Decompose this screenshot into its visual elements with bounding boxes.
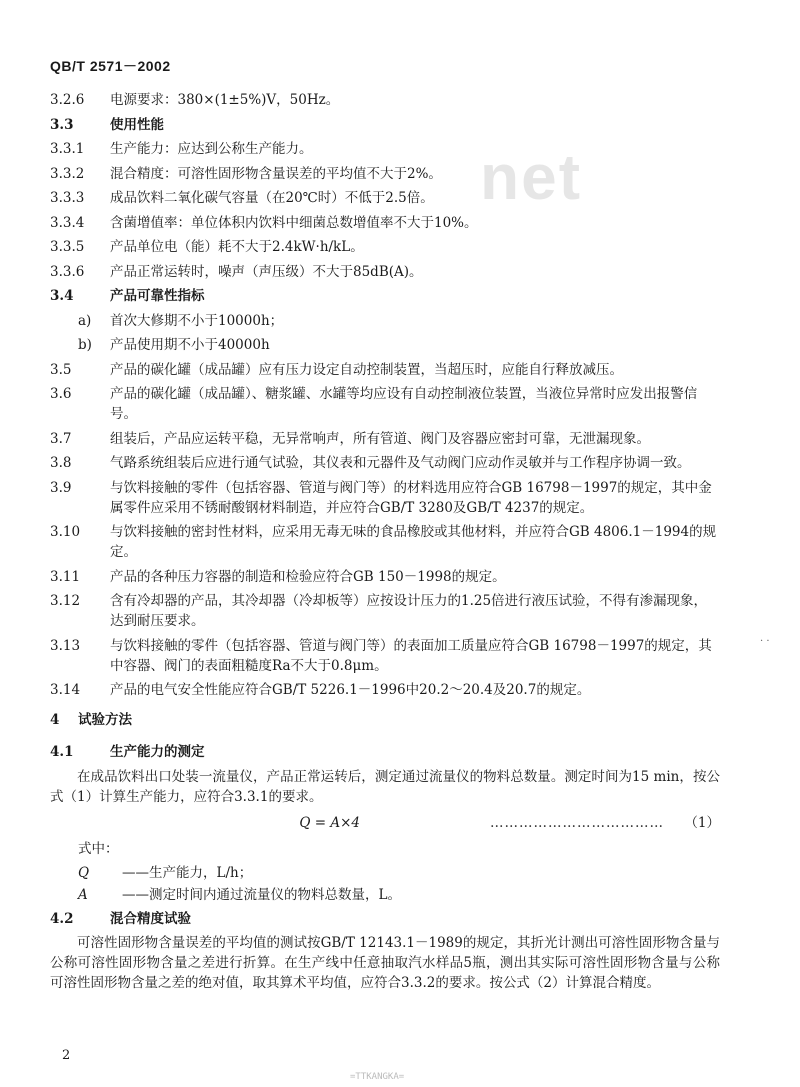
clause-item <box>50 139 720 159</box>
clause-title: 混合精度试验 <box>110 910 191 927</box>
clause-4-1-heading <box>50 742 720 762</box>
clauses-list <box>50 360 720 701</box>
clause-number: 3.3.2 <box>50 165 85 182</box>
clause-text: 产品的各种压力容器的制造和检验应符合GB 150－1998的规定。 <box>110 568 506 585</box>
clause-text: 含有冷却器的产品，其冷却器（冷却板等）应按设计压力的1.25倍进行液压试验，不得有渗漏现象，达到耐压要求。 <box>110 593 708 629</box>
variable-row <box>78 885 720 905</box>
clause-item <box>50 384 720 424</box>
clause-number: 3.6 <box>50 386 72 402</box>
clause-number: 3.11 <box>50 568 81 585</box>
list-text: 首次大修期不小于10000h； <box>110 312 284 329</box>
footer-mark: =TTKANGKA= <box>350 1072 405 1082</box>
clause-number: 3.14 <box>50 682 81 698</box>
clause-item <box>50 591 720 631</box>
clause-text: 产品可靠性指标 <box>110 288 205 304</box>
clause-number: 4.1 <box>50 744 74 760</box>
clause-4-2-heading <box>50 909 720 929</box>
where-label: 式中： <box>78 840 119 857</box>
standard-number: QB/T 2571－2002 <box>50 58 171 74</box>
clause-item <box>50 636 720 676</box>
list-label: a) <box>78 312 92 329</box>
clause-number: 3.3.3 <box>50 190 85 206</box>
clause-number: 3.2.6 <box>50 92 85 108</box>
clause-item <box>50 453 720 473</box>
clause-item <box>50 164 720 184</box>
equation-number: （1） <box>684 814 720 831</box>
formula-1 <box>50 813 720 833</box>
list-item <box>78 311 720 331</box>
clause-number: 3.12 <box>50 593 81 609</box>
clause-number: 3.5 <box>50 361 72 378</box>
clause-text: 含菌增值率：单位体积内饮料中细菌总数增值率不大于10%。 <box>110 214 478 231</box>
clause-text: 产品的电气安全性能应符合GB/T 5226.1－1996中20.2～20.4及20.7的规定。 <box>110 682 591 698</box>
formula-expression: Q = A×4 <box>299 814 360 831</box>
clause-item <box>50 429 720 449</box>
requirements-list <box>50 90 720 306</box>
clause-item <box>50 360 720 380</box>
scan-artifact: · · <box>760 636 770 647</box>
section-4-heading <box>50 710 720 730</box>
clause-text: 气路系统组装后应进行通气试验，其仪表和元器件及气动阀门应动作灵敏并与工作程序协调一致。 <box>110 455 691 471</box>
clause-item <box>50 478 720 518</box>
variable-symbol: A <box>78 886 88 903</box>
clause-text: 与饮料接触的零件（包括容器、管道与阀门等）的表面加工质量应符合GB 16798－1997的规定，其中容器、阀门的表面粗糙度Ra不大于0.8μm。 <box>110 637 712 674</box>
watermark: net <box>480 141 582 213</box>
clause-number: 3.9 <box>50 479 72 496</box>
clause-text: 生产能力：应达到公称生产能力。 <box>110 141 313 157</box>
clause-text: 混合精度：可溶性固形物含量误差的平均值不大于2%。 <box>110 165 442 182</box>
clause-4-1-paragraph: 在成品饮料出口处装一流量仪，产品正常运转后，测定通过流量仪的物料总数量。测定时间为15 min，按公式（1）计算生产能力，应符合3.3.1的要求。 <box>50 768 720 805</box>
clause-text: 与饮料接触的零件（包括容器、管道与阀门等）的材料选用应符合GB 16798－1997的规定，其中金属零件应采用不锈耐酸钢材料制造，并应符合GB/T 3280及GB/T 4237的规定。 <box>110 479 712 516</box>
clause-number: 3.3 <box>50 116 74 133</box>
clause-item <box>50 567 720 587</box>
variable-row <box>78 863 720 883</box>
clause-item <box>50 680 720 700</box>
section-number: 4 <box>50 712 60 728</box>
clause-title: 生产能力的测定 <box>110 744 205 760</box>
list-text: 产品使用期不小于40000h <box>110 337 270 353</box>
document-body <box>50 90 720 998</box>
clause-item <box>50 286 720 306</box>
clause-number: 3.8 <box>50 455 72 471</box>
reliability-list <box>50 311 720 356</box>
clause-text: 产品单位电（能）耗不大于2.4kW·h/kL。 <box>110 239 364 255</box>
clause-number: 4.2 <box>50 910 74 927</box>
page-number: 2 <box>62 1048 71 1063</box>
variable-description: ——测定时间内通过流量仪的物料总数量，L。 <box>122 886 401 903</box>
clause-item <box>50 90 720 110</box>
clause-text: 产品的碳化罐（成品罐）应有压力设定自动控制装置，当超压时，应能自行释放减压。 <box>110 361 623 378</box>
variable-description: ——生产能力，L/h； <box>122 864 253 881</box>
clause-item <box>50 237 720 257</box>
clause-number: 3.3.1 <box>50 141 85 157</box>
clause-number: 3.7 <box>50 430 72 447</box>
clause-text: 与饮料接触的密封性材料，应采用无毒无味的食品橡胶或其他材料，并应符合GB 4806.1－1994的规定。 <box>110 524 717 560</box>
variable-definitions <box>50 863 720 905</box>
clause-text: 产品正常运转时，噪声（声压级）不大于85dB(A)。 <box>110 263 423 280</box>
list-item <box>78 335 720 355</box>
clause-item <box>50 213 720 233</box>
clause-item <box>50 522 720 562</box>
section-title: 试验方法 <box>78 712 132 728</box>
clause-item <box>50 262 720 282</box>
clause-number: 3.3.4 <box>50 214 85 231</box>
clause-item <box>50 115 720 135</box>
list-label: b) <box>78 337 92 353</box>
clause-number: 3.10 <box>50 524 81 540</box>
clause-text: 电源要求：380×(1±5%)V，50Hz。 <box>110 92 340 108</box>
clause-text: 使用性能 <box>110 116 164 133</box>
clause-text: 成品饮料二氧化碳气容量（在20℃时）不低于2.5倍。 <box>110 190 434 206</box>
clause-item <box>50 188 720 208</box>
clause-number: 3.3.5 <box>50 239 85 255</box>
clause-number: 3.4 <box>50 288 74 304</box>
clause-text: 组装后，产品应运转平稳，无异常响声，所有管道、阀门及容器应密封可靠，无泄漏现象。 <box>110 430 650 447</box>
clause-number: 3.3.6 <box>50 263 85 280</box>
clause-4-2-paragraph: 可溶性固形物含量误差的平均值的测试按GB/T 12143.1－1989的规定，其折光计测出可溶性固形物含量与公称可溶性固形物含量之差进行折算。在生产线中任意抽取汽水样品5瓶，测出其实际可溶性固形物含量与公称可溶性固形物含量之差的绝对值，取其算术平均值，应符合3.3.2的要求。按公式（2）计算混合精度。 <box>50 935 720 991</box>
clause-text: 产品的碳化罐（成品罐）、糖浆罐、水罐等均应设有自动控制液位装置，当液位异常时应发出报警信号。 <box>110 386 698 422</box>
variable-symbol: Q <box>78 864 90 881</box>
clause-number: 3.13 <box>50 637 81 654</box>
formula-leader-dots: ……………………………… <box>490 814 664 831</box>
